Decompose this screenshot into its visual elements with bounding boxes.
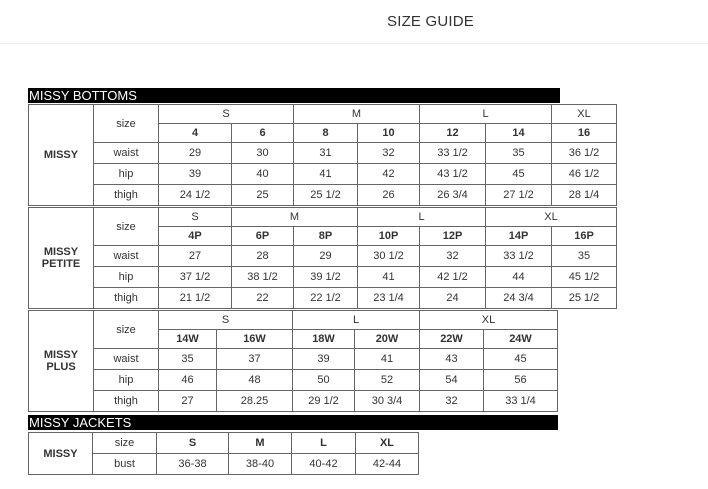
table-cell: 54: [420, 370, 484, 391]
modal-header: [0, 0, 708, 44]
table-cell: 29: [294, 246, 358, 267]
label-line: PLUS: [46, 361, 76, 373]
table-cell: 25 1/2: [552, 288, 617, 309]
table-cell: 36-38: [157, 454, 229, 475]
table-cell: 50: [293, 370, 355, 391]
size-header: 10: [358, 124, 420, 143]
label-line: PETITE: [41, 258, 81, 270]
size-label: size: [93, 433, 157, 454]
table-cell: 41: [358, 267, 420, 288]
size-header: S: [157, 433, 229, 454]
table-cell: 35: [486, 143, 552, 164]
size-label: size: [94, 311, 159, 349]
table-label-plus: [29, 311, 94, 412]
row-label: thigh: [94, 288, 159, 309]
table-cell: 22: [232, 288, 294, 309]
size-header: 22W: [420, 330, 484, 349]
group-header: L: [293, 311, 420, 330]
table-row: [29, 164, 617, 185]
size-header: 14P: [486, 227, 552, 246]
table-cell: 45 1/2: [552, 267, 617, 288]
table-cell: 35: [552, 246, 617, 267]
table-label-jackets: MISSY: [29, 433, 93, 475]
table-row: [29, 288, 617, 309]
size-header: 12P: [420, 227, 486, 246]
size-header: 4: [159, 124, 232, 143]
missy-size-table: [28, 104, 617, 206]
size-header: 6P: [232, 227, 294, 246]
table-cell: 27: [159, 391, 217, 412]
page-title: SIZE GUIDE: [387, 13, 475, 30]
label-line: MISSY: [43, 246, 79, 258]
table-cell: 27 1/2: [486, 185, 552, 206]
table-row: [29, 370, 558, 391]
row-label: waist: [94, 246, 159, 267]
table-cell: 52: [355, 370, 420, 391]
table-row: [29, 185, 617, 206]
table-cell: 25 1/2: [294, 185, 358, 206]
table-cell: 33 1/4: [484, 391, 558, 412]
table-label-petite: [29, 208, 94, 309]
group-header: M: [294, 105, 420, 124]
table-cell: 45: [486, 164, 552, 185]
table-cell: 46 1/2: [552, 164, 617, 185]
table-cell: 28.25: [217, 391, 293, 412]
table-cell: 28: [232, 246, 294, 267]
table-cell: 56: [484, 370, 558, 391]
table-cell: 37: [217, 349, 293, 370]
table-label-missy: MISSY: [29, 105, 94, 206]
table-cell: 33 1/2: [486, 246, 552, 267]
row-label: waist: [94, 143, 159, 164]
size-header: 16: [552, 124, 617, 143]
size-header: XL: [356, 433, 419, 454]
section-bar-missy-bottoms: MISSY BOTTOMS: [28, 88, 560, 103]
table-row: [29, 143, 617, 164]
table-cell: 30 1/2: [358, 246, 420, 267]
size-header: 18W: [293, 330, 355, 349]
table-cell: 39: [293, 349, 355, 370]
size-header: 6: [232, 124, 294, 143]
table-cell: 46: [159, 370, 217, 391]
size-header: 14: [486, 124, 552, 143]
plus-size-table: [28, 310, 558, 412]
table-cell: 33 1/2: [420, 143, 486, 164]
table-cell: 21 1/2: [159, 288, 232, 309]
table-cell: 43: [420, 349, 484, 370]
table-cell: 48: [217, 370, 293, 391]
table-cell: 38 1/2: [232, 267, 294, 288]
table-cell: 24: [420, 288, 486, 309]
size-header: 24W: [484, 330, 558, 349]
table-cell: 39 1/2: [294, 267, 358, 288]
group-header: XL: [486, 208, 617, 227]
size-header: 20W: [355, 330, 420, 349]
table-cell: 27: [159, 246, 232, 267]
petite-size-table: [28, 207, 617, 309]
table-cell: 23 1/4: [358, 288, 420, 309]
table-cell: 42 1/2: [420, 267, 486, 288]
size-header: 16W: [217, 330, 293, 349]
table-row: [29, 349, 558, 370]
group-header: S: [159, 311, 293, 330]
table-cell: 45: [484, 349, 558, 370]
table-cell: 28 1/4: [552, 185, 617, 206]
size-header: L: [292, 433, 356, 454]
table-cell: 26: [358, 185, 420, 206]
size-header: 16P: [552, 227, 617, 246]
group-header: M: [232, 208, 358, 227]
table-cell: 43 1/2: [420, 164, 486, 185]
table-cell: 31: [294, 143, 358, 164]
table-cell: 25: [232, 185, 294, 206]
table-cell: 37 1/2: [159, 267, 232, 288]
row-label: hip: [94, 164, 159, 185]
size-header: 8P: [294, 227, 358, 246]
row-label: hip: [94, 370, 159, 391]
group-header: L: [358, 208, 486, 227]
size-header: 12: [420, 124, 486, 143]
group-header: S: [159, 105, 294, 124]
table-cell: 44: [486, 267, 552, 288]
group-header: XL: [552, 105, 617, 124]
table-row: [29, 246, 617, 267]
group-header: L: [420, 105, 552, 124]
table-cell: 36 1/2: [552, 143, 617, 164]
table-cell: 42-44: [356, 454, 419, 475]
size-header: 10P: [358, 227, 420, 246]
table-cell: 24 3/4: [486, 288, 552, 309]
table-cell: 38-40: [229, 454, 292, 475]
table-cell: 32: [420, 391, 484, 412]
size-header: 4P: [159, 227, 232, 246]
table-cell: 32: [358, 143, 420, 164]
size-header: M: [229, 433, 292, 454]
table-cell: 24 1/2: [159, 185, 232, 206]
table-cell: 29 1/2: [293, 391, 355, 412]
row-label: bust: [93, 454, 157, 475]
section-bar-missy-jackets: MISSY JACKETS: [28, 415, 558, 430]
label-line: MISSY: [43, 349, 79, 361]
table-cell: 35: [159, 349, 217, 370]
table-cell: 32: [420, 246, 486, 267]
table-cell: 41: [294, 164, 358, 185]
table-cell: 40: [232, 164, 294, 185]
group-header: XL: [420, 311, 558, 330]
table-cell: 30 3/4: [355, 391, 420, 412]
table-cell: 22 1/2: [294, 288, 358, 309]
table-row: [29, 391, 558, 412]
size-header: 14W: [159, 330, 217, 349]
table-cell: 39: [159, 164, 232, 185]
size-label: size: [94, 208, 159, 246]
row-label: hip: [94, 267, 159, 288]
table-cell: 29: [159, 143, 232, 164]
table-cell: 26 3/4: [420, 185, 486, 206]
jackets-size-table: [28, 432, 419, 475]
group-header: S: [159, 208, 232, 227]
row-label: waist: [94, 349, 159, 370]
table-cell: 30: [232, 143, 294, 164]
row-label: thigh: [94, 391, 159, 412]
size-label: size: [94, 105, 159, 143]
row-label: thigh: [94, 185, 159, 206]
table-cell: 42: [358, 164, 420, 185]
size-header: 8: [294, 124, 358, 143]
table-row: [29, 267, 617, 288]
table-cell: 40-42: [292, 454, 356, 475]
table-cell: 41: [355, 349, 420, 370]
